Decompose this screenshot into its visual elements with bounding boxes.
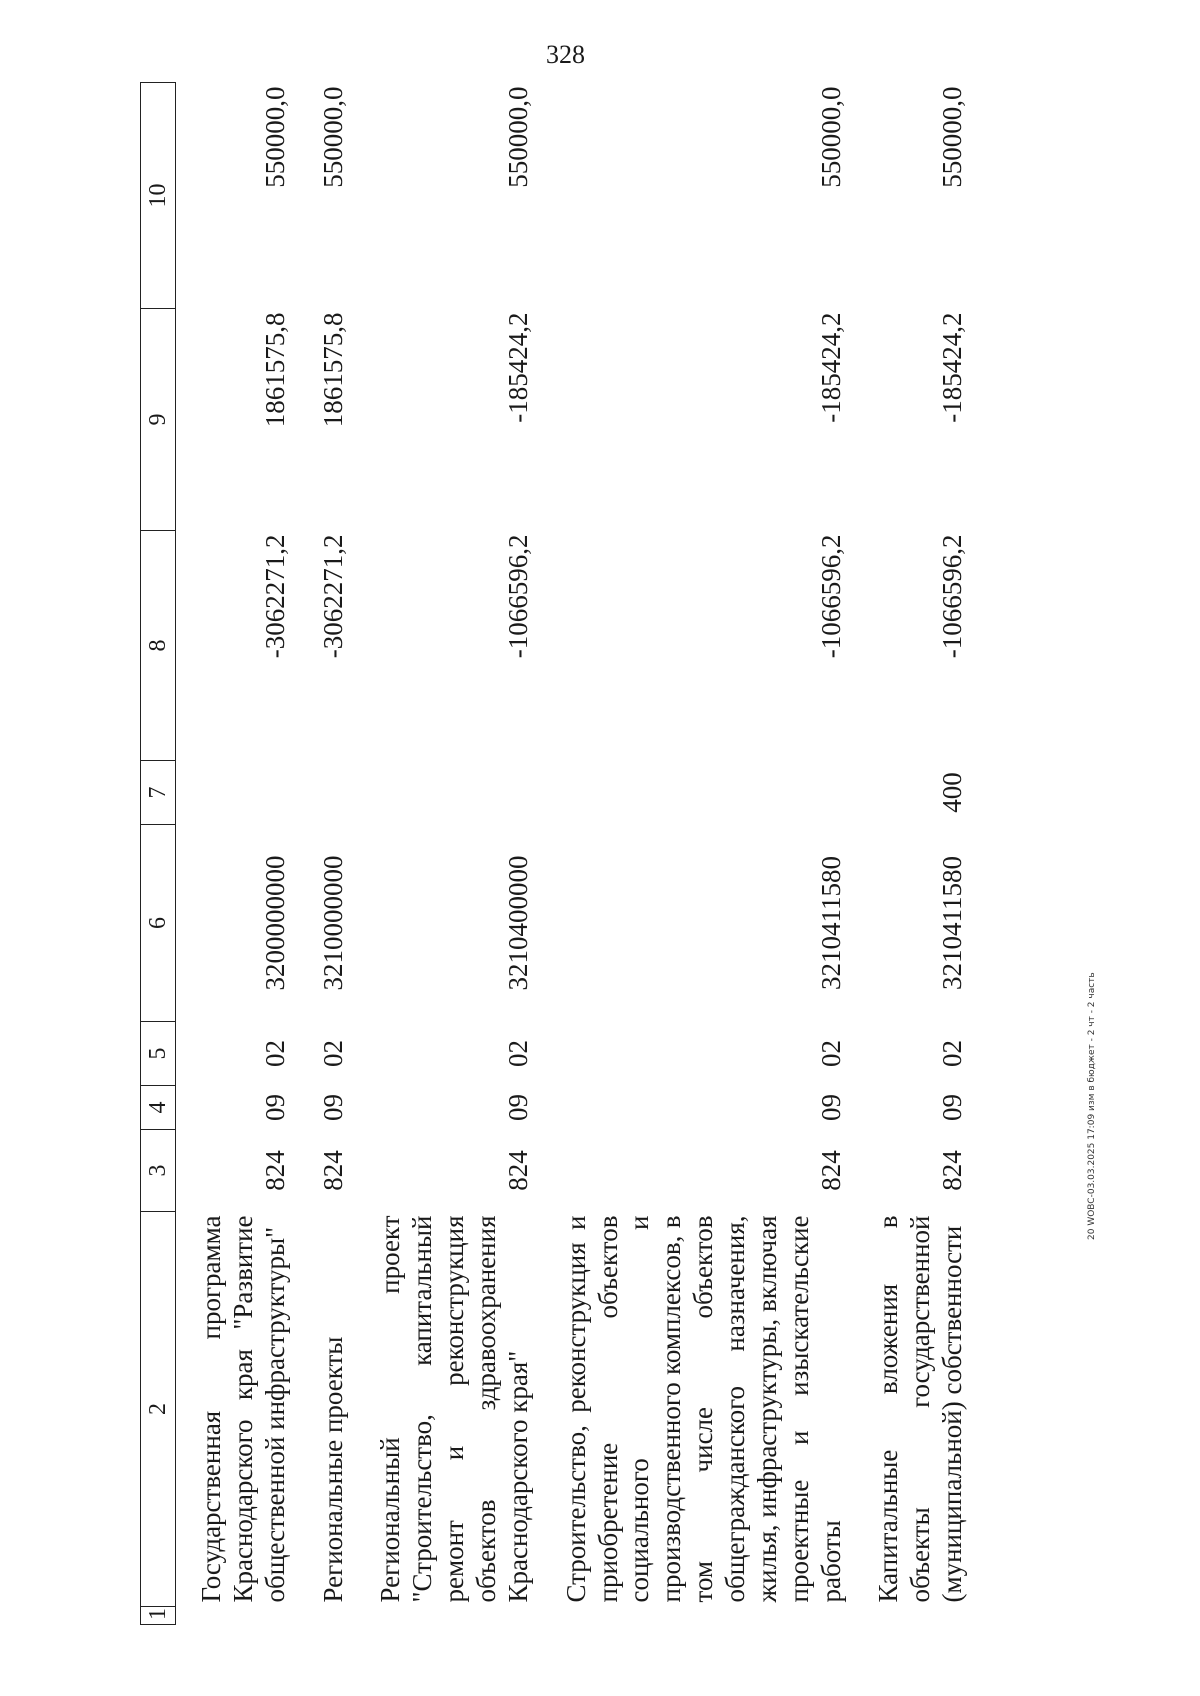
column-number: 4 <box>141 1086 176 1130</box>
row-csr: 3210400000 <box>502 855 533 991</box>
row-amount-8: -1066596,2 <box>937 534 968 659</box>
row-amount-10: 550000,0 <box>502 86 533 188</box>
row-vr <box>355 761 540 825</box>
row-amount-9: -185424,2 <box>815 312 846 423</box>
row-rz: 09 <box>937 1094 968 1121</box>
table-row <box>298 83 356 1625</box>
column-number: 3 <box>141 1130 176 1212</box>
row-amount-8: -1066596,2 <box>815 534 846 659</box>
row-amount-10: 550000,0 <box>317 86 348 188</box>
row-amount-9: -185424,2 <box>502 312 533 423</box>
row-grbs: 824 <box>815 1150 846 1191</box>
row-amount-10: 550000,0 <box>259 86 290 188</box>
row-csr: 3210000000 <box>317 855 348 991</box>
row-vr <box>176 761 298 825</box>
row-grbs: 824 <box>259 1150 290 1191</box>
row-rz: 09 <box>815 1094 846 1121</box>
column-number-row <box>141 83 176 1625</box>
page-number: 328 <box>546 40 585 69</box>
row-vr <box>541 761 854 825</box>
table-row <box>176 83 298 1625</box>
column-number: 7 <box>141 761 176 825</box>
row-rz: 09 <box>502 1094 533 1121</box>
row-name: Государственная программа Краснодарского края "Развитие общественной инфраструктуры" <box>196 1215 290 1603</box>
row-csr: 3200000000 <box>259 855 290 991</box>
row-pr: 02 <box>259 1040 290 1067</box>
row-grbs: 824 <box>937 1150 968 1191</box>
row-amount-9: 1861575,8 <box>259 312 290 428</box>
row-amount-8: -3062271,2 <box>317 534 348 659</box>
table-row <box>541 83 854 1625</box>
row-rz: 09 <box>317 1094 348 1121</box>
column-number: 8 <box>141 531 176 761</box>
row-grbs: 824 <box>317 1150 348 1191</box>
row-amount-10: 550000,0 <box>815 86 846 188</box>
column-number: 5 <box>141 1022 176 1086</box>
rotated-table-wrapper <box>140 65 1200 1625</box>
column-number: 9 <box>141 309 176 531</box>
table-row <box>853 83 975 1625</box>
budget-table <box>140 82 975 1625</box>
column-number: 1 <box>141 1607 176 1625</box>
row-rz: 09 <box>259 1094 290 1121</box>
table-row <box>355 83 540 1625</box>
row-pr: 02 <box>502 1040 533 1067</box>
row-name: Строительство, реконструкция и приобретение объектов социального и производственного комплексов, в том числе объектов общегражданского назначения, жилья, инфраструктуры, включая проектные и изыскательские работы <box>560 1215 846 1603</box>
row-name: Капитальные вложения в объекты государственной (муниципальной) собственности <box>873 1215 968 1603</box>
row-pr: 02 <box>815 1040 846 1067</box>
row-pr: 02 <box>317 1040 348 1067</box>
row-grbs: 824 <box>502 1150 533 1191</box>
row-amount-9: -185424,2 <box>937 312 968 423</box>
row-csr: 3210411580 <box>815 856 846 990</box>
row-amount-8: -1066596,2 <box>502 534 533 659</box>
row-name: Региональный проект "Строительство, капитальный ремонт и реконструкция объектов здравоохранения Краснодарского края" <box>375 1215 533 1603</box>
column-number: 6 <box>141 825 176 1022</box>
row-vr: 400 <box>937 772 968 813</box>
column-number: 2 <box>141 1212 176 1607</box>
row-amount-9: 1861575,8 <box>317 312 348 428</box>
file-stamp: 20 WOBC-03.03.2025 17:09 изм в бюджет - 2 чт - 2 часть <box>1087 972 1097 1240</box>
column-number: 10 <box>141 83 176 309</box>
row-name: Региональные проекты <box>317 1336 348 1603</box>
row-amount-10: 550000,0 <box>937 86 968 188</box>
row-amount-8: -3062271,2 <box>259 534 290 659</box>
row-vr <box>298 761 356 825</box>
row-csr: 3210411580 <box>937 856 968 990</box>
row-pr: 02 <box>937 1040 968 1067</box>
